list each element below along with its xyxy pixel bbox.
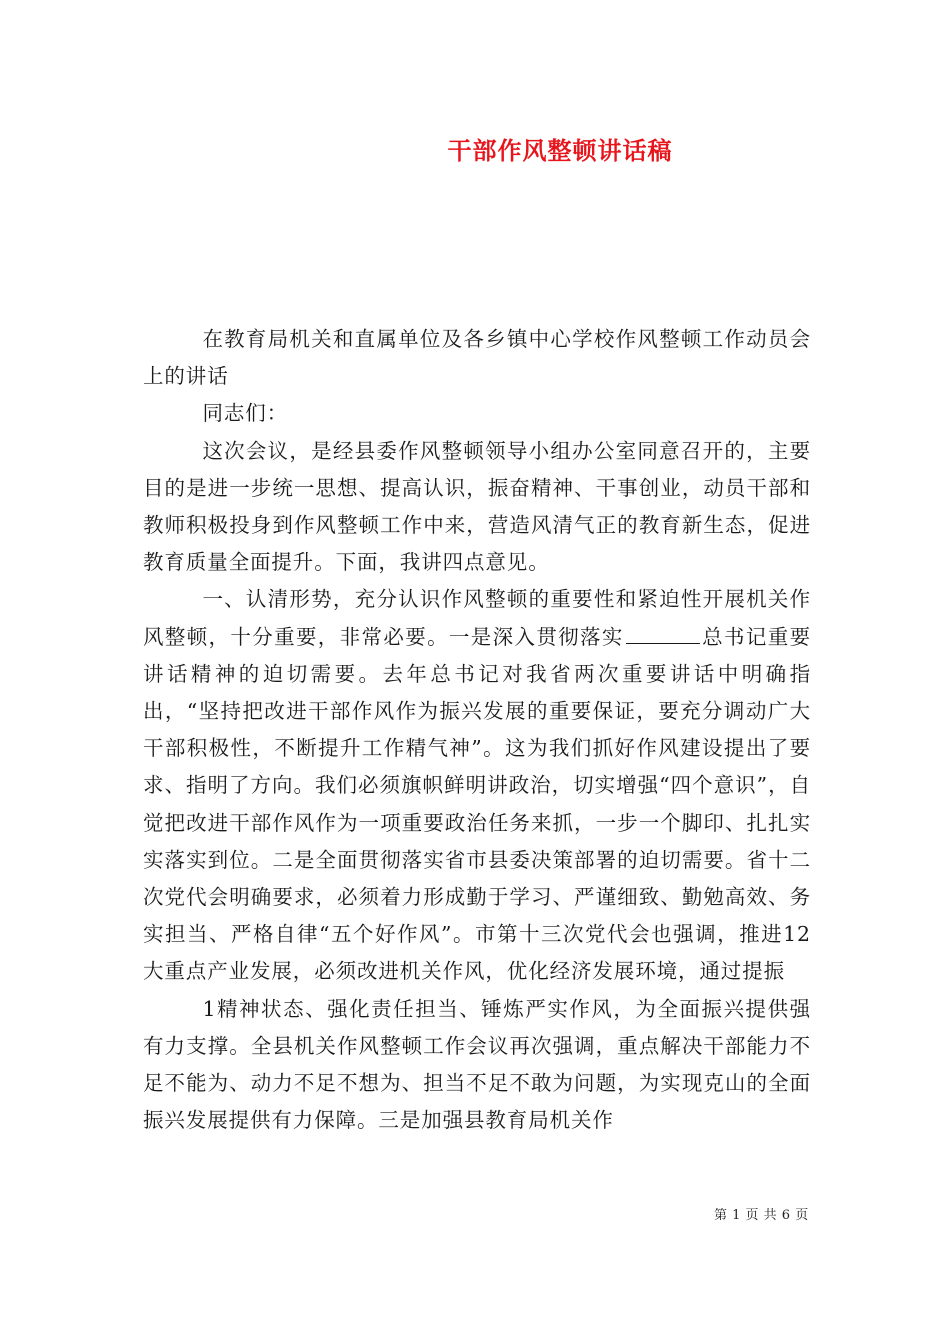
paragraph-1: 这次会议，是经县委作风整顿领导小组办公室同意召开的，主要目的是进一步统一思想、提高认识，振奋精神、干事创业，动员干部和教师积极投身到作风整顿工作中来，营造风清气正的教育新生态，促进教育质量全面提升。下面，我讲四点意见。 [143,438,811,575]
paragraph-2-part-2: 总书记重要讲话精神的迫切需要。去年总书记对我省两次重要讲话中明确指出，“坚持把改进干部作风作为振兴发展的重要保证，要充分调动广大干部积极性，不断提升工作精气神”。这为我们抓好作风建设提出了要求、指明了方向。我们必须旗帜鲜明讲政治，切实增强“四个意识”，自觉把改进干部作风作为一项重要政治任务来抓，一步一个脚印、扎扎实实落实到位。二是全面贯彻落实省市县委决策部署的迫切需要。省十二次党代会明确要求，必须着力形成勤于学习、严谨细致、勤勉高效、务实担当、严格自律“五个好作风”。市第十三次党代会也强调，推进12大重点产业发展，必须改进机关作风，优化经济发展环境，通过提振 [143,624,811,984]
paragraph-2-part-1: 一、认清形势，充分认识作风整顿的重要性和紧迫性开展机关作风整顿，十分重要，非常必要。一是深入贯彻落实 [143,587,811,649]
document-body [143,321,811,1139]
document-title: 干部作风整顿讲话稿 [447,136,673,165]
salutation: 同志们： [202,401,289,426]
fill-in-blank [626,625,700,644]
speech-subtitle: 在教育局机关和直属单位及各乡镇中心学校作风整顿工作动员会上的讲话 [143,327,811,389]
paragraph-2 [143,581,811,990]
page-number-footer: 第 1 页 共 6 页 [714,1208,809,1223]
paragraph-3: 1精神状态、强化责任担当、锤炼严实作风，为全面振兴提供强有力支撑。全县机关作风整顿工作会议再次强调，重点解决干部能力不足不能为、动力不足不想为、担当不足不敢为问题，为实现克山的全面振兴发展提供有力保障。三是加强县教育局机关作 [143,996,811,1133]
